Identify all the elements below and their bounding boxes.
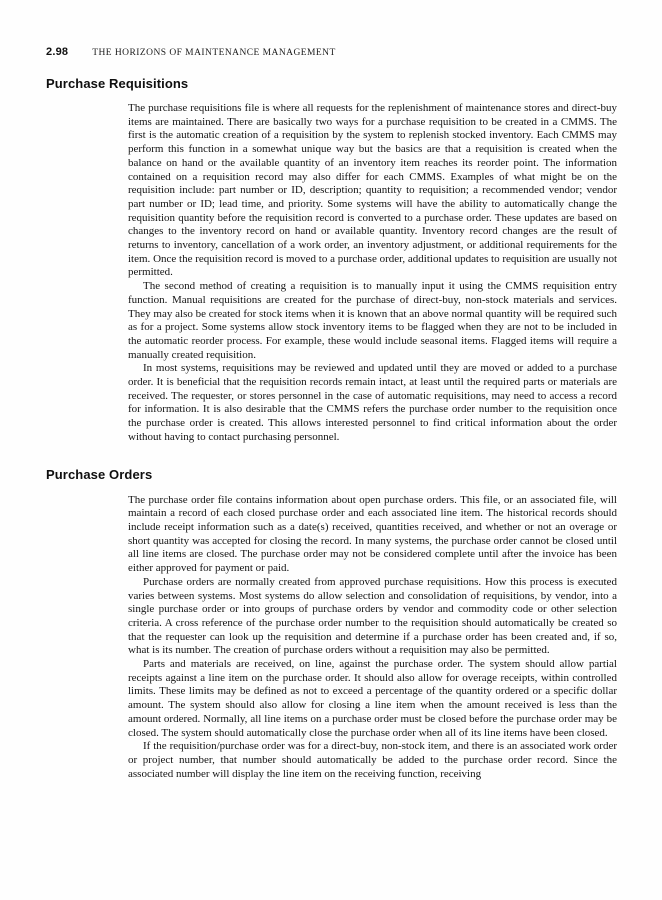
paragraph: Parts and materials are received, on line, against the purchase order. The system should allow partial receipts against a line item on the purchase order. It should also allow for overage receipts, within controlled limits. These limits may be defined as not to exceed a percentage of the quantity ordered or a specific dollar amount. The system should also allow for closing a line item when the amount received is less than the amount ordered. Normally, all line items on a purchase order must be closed before the purchase order may be closed. The system should automatically close the purchase order when all of its line items have been closed. — [128, 658, 617, 739]
paragraph: The purchase order file contains information about open purchase orders. This file, or an associated file, will maintain a record of each closed purchase order and each associated line item. The historical records should include receipt information such as a date(s) received, quantities received, and whether or not an overage or short quantity was accepted for closing the record. In many systems, the purchase order cannot be closed until all line items are closed. The purchase order may not be considered complete until after the invoice has been either approved for payment or paid. — [128, 493, 617, 575]
paragraph: If the requisition/purchase order was for a direct-buy, non-stock item, and there is an associated work order or project number, that number should automatically be added to the purchase order record. Since the associated number will display the line item on the receiving function, receiving — [128, 740, 617, 780]
paragraph: The second method of creating a requisition is to manually input it using the CMMS requisition entry function. Manual requisitions are created for the purchase of direct-buy, non-stock materials and services. They may also be created for stock items when it is known that an above normal quantity will be required such as for a project. Some systems allow stock inventory items to be flagged when they are not to be included in the automatic reorder process. For example, these would include seasonal items. Flagged items will require a manually created requisition. — [128, 280, 617, 361]
paragraph: The purchase requisitions file is where all requests for the replenishment of maintenance stores and direct-buy items are maintained. There are basically two ways for a purchase requisition to be created in a CMMS. The first is the automatic creation of a requisition by the system to replenish stocked inventory. Each CMMS may perform this function in a somewhat unique way but the basics are that a requisition is created when the balance on hand or the available quantity of an inventory item reaches its reorder point. The information contained on a requisition record may also differ for each CMMS. Examples of what might be on the requisition include: part number or ID, description; quantity to requisition; a recommended vendor; vendor part number or ID; lead time, and priority. Some systems will have the ability to automatically change the requisition quantity before the requisition record is converted to a purchase order. These updates are based on changes to the inventory record on hand or available quantity. Inventory record changes are the result of returns to inventory, cancellation of a work order, an inventory adjustment, or additional requirements for the item. Once the requisition record is moved to a purchase order, additional updates to requisition are usually not permitted. — [128, 102, 617, 279]
section-purchase-requisitions — [46, 76, 617, 445]
section-body — [128, 494, 617, 782]
paragraph: In most systems, requisitions may be reviewed and updated until they are moved or added to a purchase order. It is beneficial that the requisition records remain intact, at least until the required parts or materials are received. The requester, or stores personnel in the case of automatic requisitions, may need to access a record for information. It is also desirable that the CMMS refers the purchase order number to the requisition once the purchase order is created. This allows interested personnel to find critical information about the order without having to contact purchasing personnel. — [128, 362, 617, 443]
section-purchase-orders — [46, 467, 617, 782]
running-header-title: THE HORIZONS OF MAINTENANCE MANAGEMENT — [92, 48, 336, 58]
section-body — [128, 102, 617, 445]
section-heading-purchase-requisitions: Purchase Requisitions — [46, 76, 189, 91]
paragraph: Purchase orders are normally created from approved purchase requisitions. How this process is executed varies between systems. Most systems do allow selection and consolidation of requisitions, by vendor, into a single purchase order or into groups of purchase orders by vendor and commodity code or other selection criteria. A cross reference of the purchase order number to the requisition should automatically be created so that the requester can look up the requisition and determine if a purchase order has been created and, if so, what is its number. The creation of purchase orders without a requisition may also be permitted. — [128, 575, 617, 657]
page-header — [46, 46, 617, 60]
section-heading-purchase-orders: Purchase Orders — [46, 466, 153, 482]
page-number: 2.98 — [46, 46, 69, 58]
